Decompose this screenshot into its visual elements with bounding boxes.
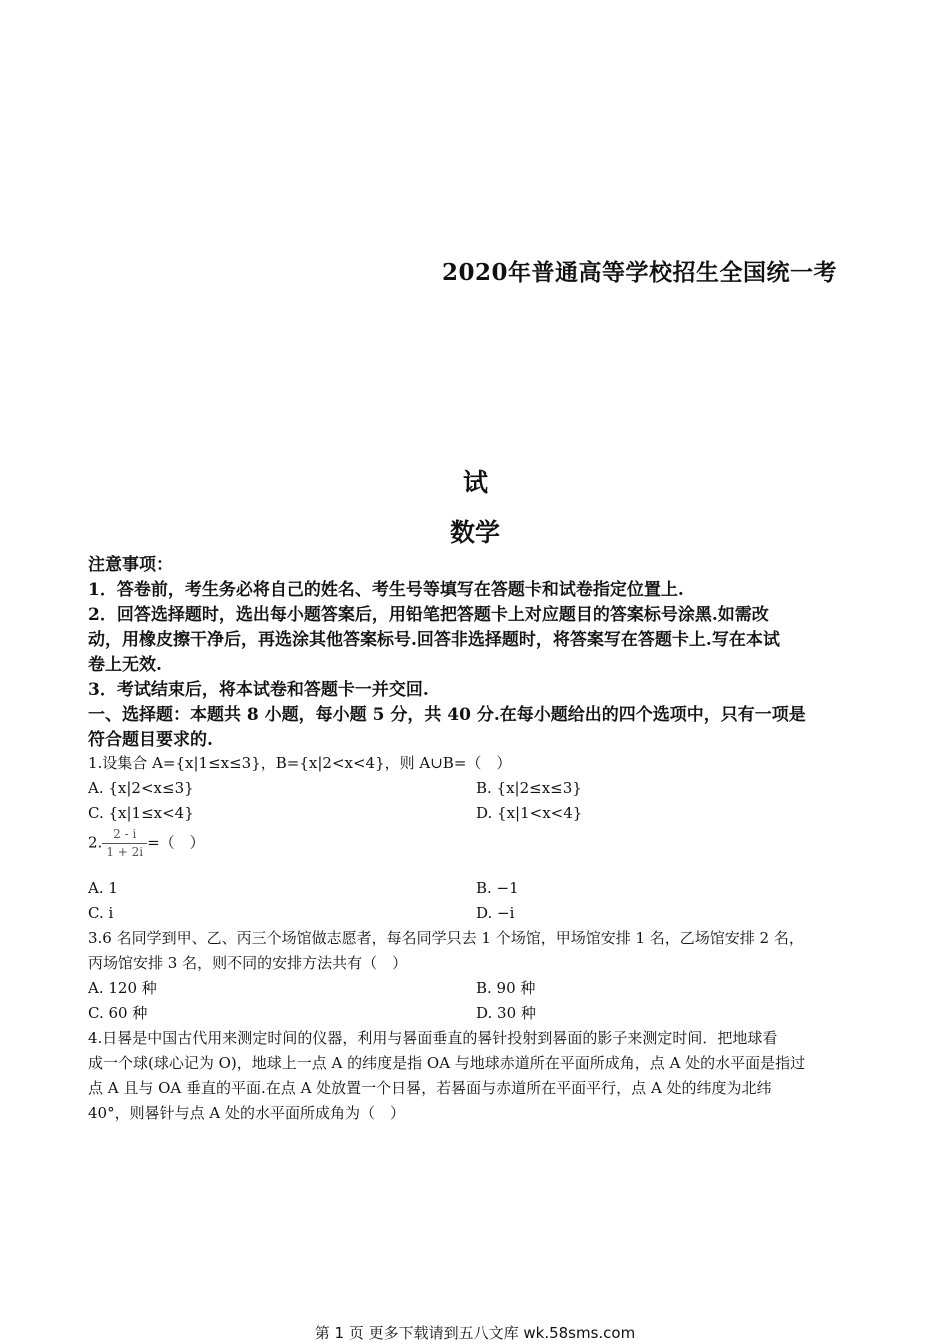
question-2-suffix: =（ ） (147, 833, 205, 852)
question-2-option-b: B. −1 (476, 879, 519, 897)
exam-title: 2020年普通高等学校招生全国统一考 (442, 259, 838, 286)
question-1-option-b: B. {x|2≤x≤3} (476, 779, 582, 797)
notice-heading: 注意事项： (88, 555, 173, 575)
question-2-numerator: 2 - i (102, 826, 147, 844)
notice-item-2-line-3: 卷上无效. (88, 655, 162, 675)
exam-title-continued: 试 (463, 468, 489, 497)
notice-item-1: 1．答卷前，考生务必将自己的姓名、考生号等填写在答题卡和试卷指定位置上. (88, 580, 684, 600)
page-footer: 第 1 页 更多下载请到五八文库 wk.58sms.com (314, 1324, 636, 1342)
question-3-line-2: 丙场馆安排 3 名，则不同的安排方法共有（ ） (88, 954, 408, 972)
question-2-option-a: A. 1 (88, 879, 118, 897)
section-heading-line-1: 一、选择题：本题共 8 小题，每小题 5 分，共 40 分.在每小题给出的四个选项中，只有一项是 (88, 705, 806, 725)
question-4-line-2: 成一个球(球心记为 O)，地球上一点 A 的纬度是指 OA 与地球赤道所在平面所成角，点 A 处的水平面是指过 (88, 1054, 806, 1072)
question-2-stem (88, 826, 205, 861)
question-2-fraction (102, 826, 147, 861)
question-1-option-c: C. {x|1≤x<4} (88, 804, 194, 822)
notice-item-2-line-1: 2．回答选择题时，选出每小题答案后，用铅笔把答题卡上对应题目的答案标号涂黑.如需改 (88, 605, 769, 625)
question-1-option-d: D. {x|1<x<4} (476, 804, 583, 822)
question-3-option-a: A. 120 种 (88, 979, 157, 997)
question-2-option-d: D. −i (476, 904, 515, 922)
section-heading-line-2: 符合题目要求的. (88, 730, 213, 750)
question-1-stem: 1.设集合 A={x|1≤x≤3}，B={x|2<x<4}，则 A∪B=（ ） (88, 754, 512, 772)
notice-item-2-line-2: 动，用橡皮擦干净后，再选涂其他答案标号.回答非选择题时，将答案写在答题卡上.写在本试 (88, 630, 780, 650)
subject-title: 数学 (450, 518, 501, 547)
question-4-line-3: 点 A 且与 OA 垂直的平面.在点 A 处放置一个日晷，若晷面与赤道所在平面平行，点 A 处的纬度为北纬 (88, 1079, 772, 1097)
notice-item-3: 3．考试结束后，将本试卷和答题卡一并交回. (88, 680, 429, 700)
question-3-option-b: B. 90 种 (476, 979, 536, 997)
question-4-line-1: 4.日晷是中国古代用来测定时间的仪器，利用与晷面垂直的晷针投射到晷面的影子来测定时间．把地球看 (88, 1029, 778, 1047)
question-2-prefix: 2. (88, 833, 103, 852)
question-3-option-c: C. 60 种 (88, 1004, 148, 1022)
question-2-denominator: 1 + 2i (106, 845, 144, 859)
question-3-line-1: 3.6 名同学到甲、乙、丙三个场馆做志愿者，每名同学只去 1 个场馆，甲场馆安排 1 名，乙场馆安排 2 名， (88, 929, 804, 947)
question-1-option-a: A. {x|2<x≤3} (88, 779, 194, 797)
question-2-option-c: C. i (88, 904, 114, 922)
question-4-line-4: 40°，则晷针与点 A 处的水平面所成角为（ ） (88, 1104, 405, 1122)
question-3-option-d: D. 30 种 (476, 1004, 536, 1022)
